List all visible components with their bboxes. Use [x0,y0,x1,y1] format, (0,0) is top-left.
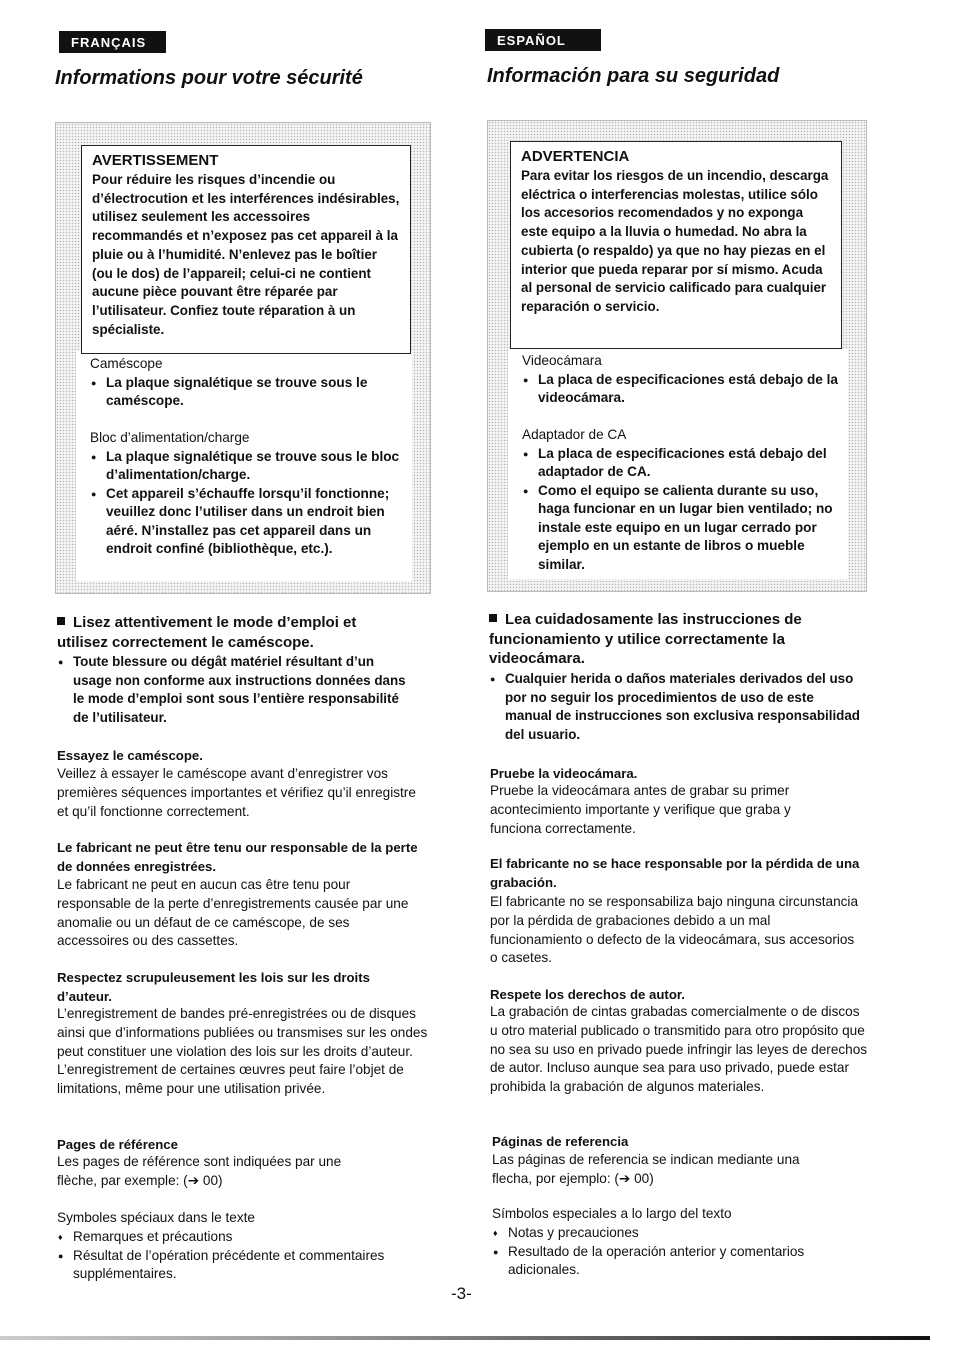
symbol-item-notes-fr: ♦ Remarques et précautions [57,1228,427,1247]
main-heading-text-es: Lea cuidadosamente las instrucciones de funcionamiento y utilice correctamente la videocámara. [489,611,802,667]
try-heading-es: Pruebe la videocámara. [490,766,638,781]
references-heading-fr: Pages de référence [57,1137,178,1152]
copyright-heading-fr: Respectez scrupuleusement les lois sur les droits d’auteur. [57,970,370,1004]
copyright-heading-es: Respete los derechos de autor. [490,987,685,1002]
camera-section-fr [90,355,408,411]
warning-text-fr: Pour réduire les risques d’incendie ou d’électrocution et les interférences indésirables, utilisez seulement les accessoires recommandés et n’exposez pas cet appareil à la pluie ou à l’humidité. N’enlevez pas le boîtier (ou le dos) de l’appareil; celui-ci ne contient aucune pièce pouvant être réparée par l’utilisateur. Confiez toute réparation à un spécialiste. [92,172,400,337]
main-bullet-es: ● Cualquier herida o daños materiales derivados del uso por no seguir los procedimientos de uso de este manual de instrucciones son exclusiva responsabilidad del usuario. [489,670,864,744]
adapter-bullet-es-1: ● La placa de especificaciones está debajo del adaptador de CA. [522,445,842,482]
copyright-text-es: La grabación de cintas grabadas comercialmente o de discos u otro material publicado o transmitido para otro propósito que no sea su uso en privado puede infringir las leyes de derechos de autor. Incluso aunque sea para uso privado, puede estar prohibida la grabación de algunos materiales. [490,1004,868,1095]
symbols-heading-es: Símbolos especiales a lo largo del texto [492,1206,732,1221]
liability-heading-fr: Le fabricant ne peut être tenu our responsable de la perte de données enregistrées. [57,840,418,874]
symbols-es [492,1205,862,1280]
try-text-fr: Veillez à essayer le caméscope avant d’enregistrer vos premières séquences importantes et vérifiez qu’il enregistre et qu’il fonctionne correctement. [57,766,416,819]
try-text-es: Pruebe la videocámara antes de grabar su primer acontecimiento importante y verifique que graba y funciona correctamente. [490,783,791,836]
symbols-fr [57,1209,427,1284]
camera-bullet-fr: ● La plaque signalétique se trouve sous le caméscope. [90,374,408,411]
adapter-heading-fr: Bloc d’alimentation/charge [90,430,250,445]
warning-title-fr: AVERTISSEMENT [92,152,219,169]
main-heading-fr [57,613,402,652]
adapter-bullet-fr-1: ● La plaque signalétique se trouve sous le bloc d’alimentation/charge. [90,448,408,485]
warning-title-es: ADVERTENCIA [521,148,630,165]
warning-text-es: Para evitar los riesgos de un incendio, descarga eléctrica o interferencias molestas, utilice sólo los accesorios recomendados y no exponga este equipo a la lluvia o humedad. No abra la cubierta (o respaldo) ya que no hay piezas en el interior que pueda reparar por sí mismo. Acuda al personal de servicio calificado para cualquier reparación o servicio. [521,168,829,314]
liability-text-es: El fabricante no se responsabiliza bajo ninguna circunstancia por la pérdida de grabaciones debido a un mal funcionamiento o defecto de la videocámara, sus accesorios o casetes. [490,894,859,966]
liability-heading-es: El fabricante no se hace responsable por la pérdida de una grabación. [490,856,860,890]
liability-text-fr: Le fabricant ne peut en aucun cas être tenu pour responsable de la perte d’enregistrements causée par une anomalie ou un défaut de ce caméscope, de ses accessoires ou des cassettes. [57,877,409,949]
camera-heading-es: Videocámara [522,353,602,368]
references-text-es: Las páginas de referencia se indican mediante una flecha, por ejemplo: (➔ 00) [492,1152,800,1186]
warning-box-es [510,141,842,349]
symbol-item-notes-es: ♦ Notas y precauciones [492,1224,862,1243]
copyright-text-fr: L’enregistrement de bandes pré-enregistrées ou de disques ainsi que d’informations publiées ou transmises sur les ondes peut constituer une violation des lois sur les droits d’auteur. L’enregistrement de certaines œuvres peut faire l’objet de limitations, même pour une utilisation privée. [57,1006,428,1097]
page-number: -3- [451,1284,472,1303]
adapter-heading-es: Adaptador de CA [522,427,627,442]
page-title-es: Información para su seguridad [487,65,780,87]
main-bullets-es [489,670,864,744]
square-bullet-icon [57,617,65,625]
main-bullets-fr [57,653,407,727]
page-title-fr: Informations pour votre sécurité [55,67,363,89]
adapter-section-es [522,426,842,574]
footer-rule [0,1336,930,1340]
camera-bullet-es: ● La placa de especificaciones está debajo de la videocámara. [522,371,842,408]
square-bullet-icon [489,614,497,622]
references-heading-es: Páginas de referencia [492,1134,629,1149]
main-heading-es [489,610,859,669]
main-heading-text-fr: Lisez attentivement le mode d’emploi et utilisez correctement le caméscope. [57,614,357,651]
lang-tab-espanol: ESPAÑOL [485,29,601,51]
adapter-bullet-fr-2: ● Cet appareil s’échauffe lorsqu’il fonctionne; veuillez donc l’utiliser dans un endroit bien aéré. N’installez pas cet appareil dans un endroit confiné (bibliothèque, etc.). [90,485,408,559]
lang-tab-francais: FRANÇAIS [59,31,166,53]
adapter-section-fr [90,429,408,559]
symbol-item-result-fr: ● Résultat de l’opération précédente et commentaires supplémentaires. [57,1247,427,1285]
references-text-fr: Les pages de référence sont indiquées par une flèche, par exemple: (➔ 00) [57,1154,342,1188]
adapter-bullet-es-2: ● Como el equipo se calienta durante su uso, haga funcionar en un lugar bien ventilado; no instale este equipo en un lugar cerrado por ejemplo en un estante de libros o mueble similar. [522,482,842,575]
safety-info-box-fr [55,122,431,594]
safety-info-box-es [487,120,867,592]
main-bullet-fr: ● Toute blessure ou dégât matériel résultant d’un usage non conforme aux instructions données dans le mode d’emploi sont sous l’entière responsabilité de l’utilisateur. [57,653,407,727]
warning-box-fr [81,145,411,354]
symbols-heading-fr: Symboles spéciaux dans le texte [57,1210,255,1225]
try-heading-fr: Essayez le caméscope. [57,748,203,763]
symbol-item-result-es: ● Resultado de la operación anterior y comentarios adicionales. [492,1243,862,1281]
camera-section-es [522,352,842,408]
camera-heading-fr: Caméscope [90,356,163,371]
